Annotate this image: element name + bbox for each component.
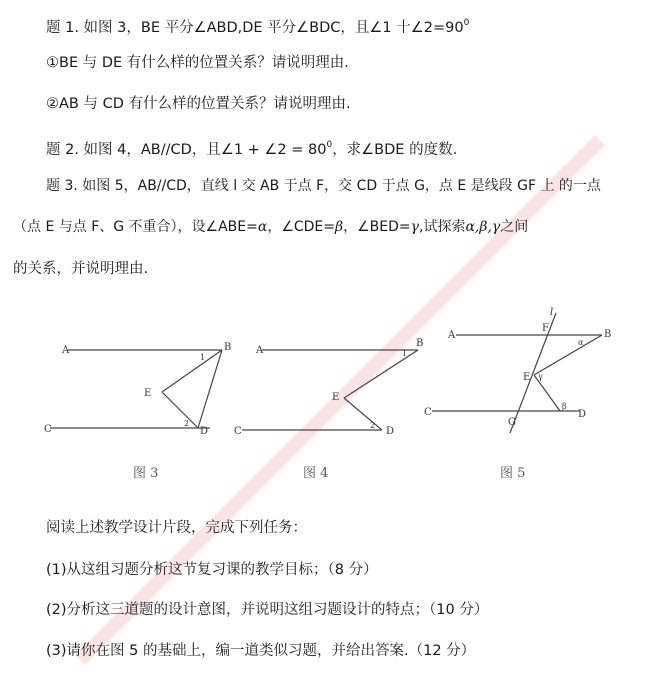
figure-4-caption: 图 4 [303, 466, 329, 481]
fig5-label-d: D [578, 409, 587, 420]
fig5-label-beta: β [562, 402, 567, 411]
task-3: (3)请你在图 5 的基础上，编一道类似习题，并给出答案.（12 分） [46, 643, 476, 659]
fig4-label-c: C [234, 426, 242, 437]
fig5-label-c: C [424, 407, 432, 418]
fig5-label-a: A [448, 330, 456, 341]
fig4-label-d: D [386, 426, 395, 437]
fig4-label-e: E [332, 392, 340, 403]
fig4-label-2: 2 [370, 421, 376, 430]
fig3-label-b: B [224, 342, 232, 353]
problem-1-question-2: ②AB 与 CD 有什么样的位置关系？请说明理由. [46, 96, 351, 112]
fig3-label-1: 1 [200, 353, 206, 362]
fig3-label-c: C [44, 424, 52, 435]
figure-5-caption: 图 5 [500, 466, 526, 481]
fig3-label-d: D [200, 426, 209, 437]
fig4-label-1: 1 [402, 349, 408, 358]
task-1: (1)从这组习题分析这节复习课的教学目标；（8 分） [46, 562, 378, 578]
problem-3-line-1: 题 3. 如图 5，AB//CD，直线 l 交 AB 于点 F，交 CD 于点 G，点 E 是线段 GF 上 的一点 [46, 178, 601, 194]
fig3-label-a: A [62, 345, 70, 356]
fig5-label-f: F [542, 323, 549, 334]
problem-3-line-3: 的关系，并说明理由. [13, 261, 149, 277]
task-2: (2)分析这三道题的设计意图，并说明这组习题设计的特点；（10 分） [46, 602, 489, 618]
figure-4 [232, 312, 422, 447]
figure-3-caption: 图 3 [133, 466, 159, 481]
fig4-label-a: A [256, 345, 264, 356]
fig5-label-gamma: γ [538, 372, 543, 381]
fig5-label-l: l [550, 307, 554, 318]
problem-1-question-1: ①BE 与 DE 有什么样的位置关系？请说明理由. [46, 55, 349, 71]
problem-1-title: 题 1. 如图 3，BE 平分∠ABD,DE 平分∠BDC，且∠1 十$\angle 2=90^0$ [46, 18, 470, 36]
figure-3 [40, 312, 230, 447]
tasks-intro: 阅读上述教学设计片段，完成下列任务： [46, 520, 307, 536]
fig5-label-g: G [508, 417, 516, 428]
problem-3-line-2: （点 E 与点 F、G 不重合），设∠ABE=α，∠CDE=β，∠BED=γ,试探索α,β,γ之间 [13, 219, 529, 235]
figure-5 [420, 305, 645, 455]
problem-2-text: 题 2. 如图 4，AB//CD，且∠1 + ∠2 = $80^0$，求∠BDE 的度数. [46, 140, 458, 158]
fig3-label-e: E [144, 388, 152, 399]
fig4-label-b: B [416, 338, 424, 349]
fig5-label-e: E [523, 372, 531, 383]
fig3-label-2: 2 [184, 419, 190, 428]
fig5-label-alpha: α [578, 338, 584, 347]
fig5-label-b: B [604, 329, 612, 340]
